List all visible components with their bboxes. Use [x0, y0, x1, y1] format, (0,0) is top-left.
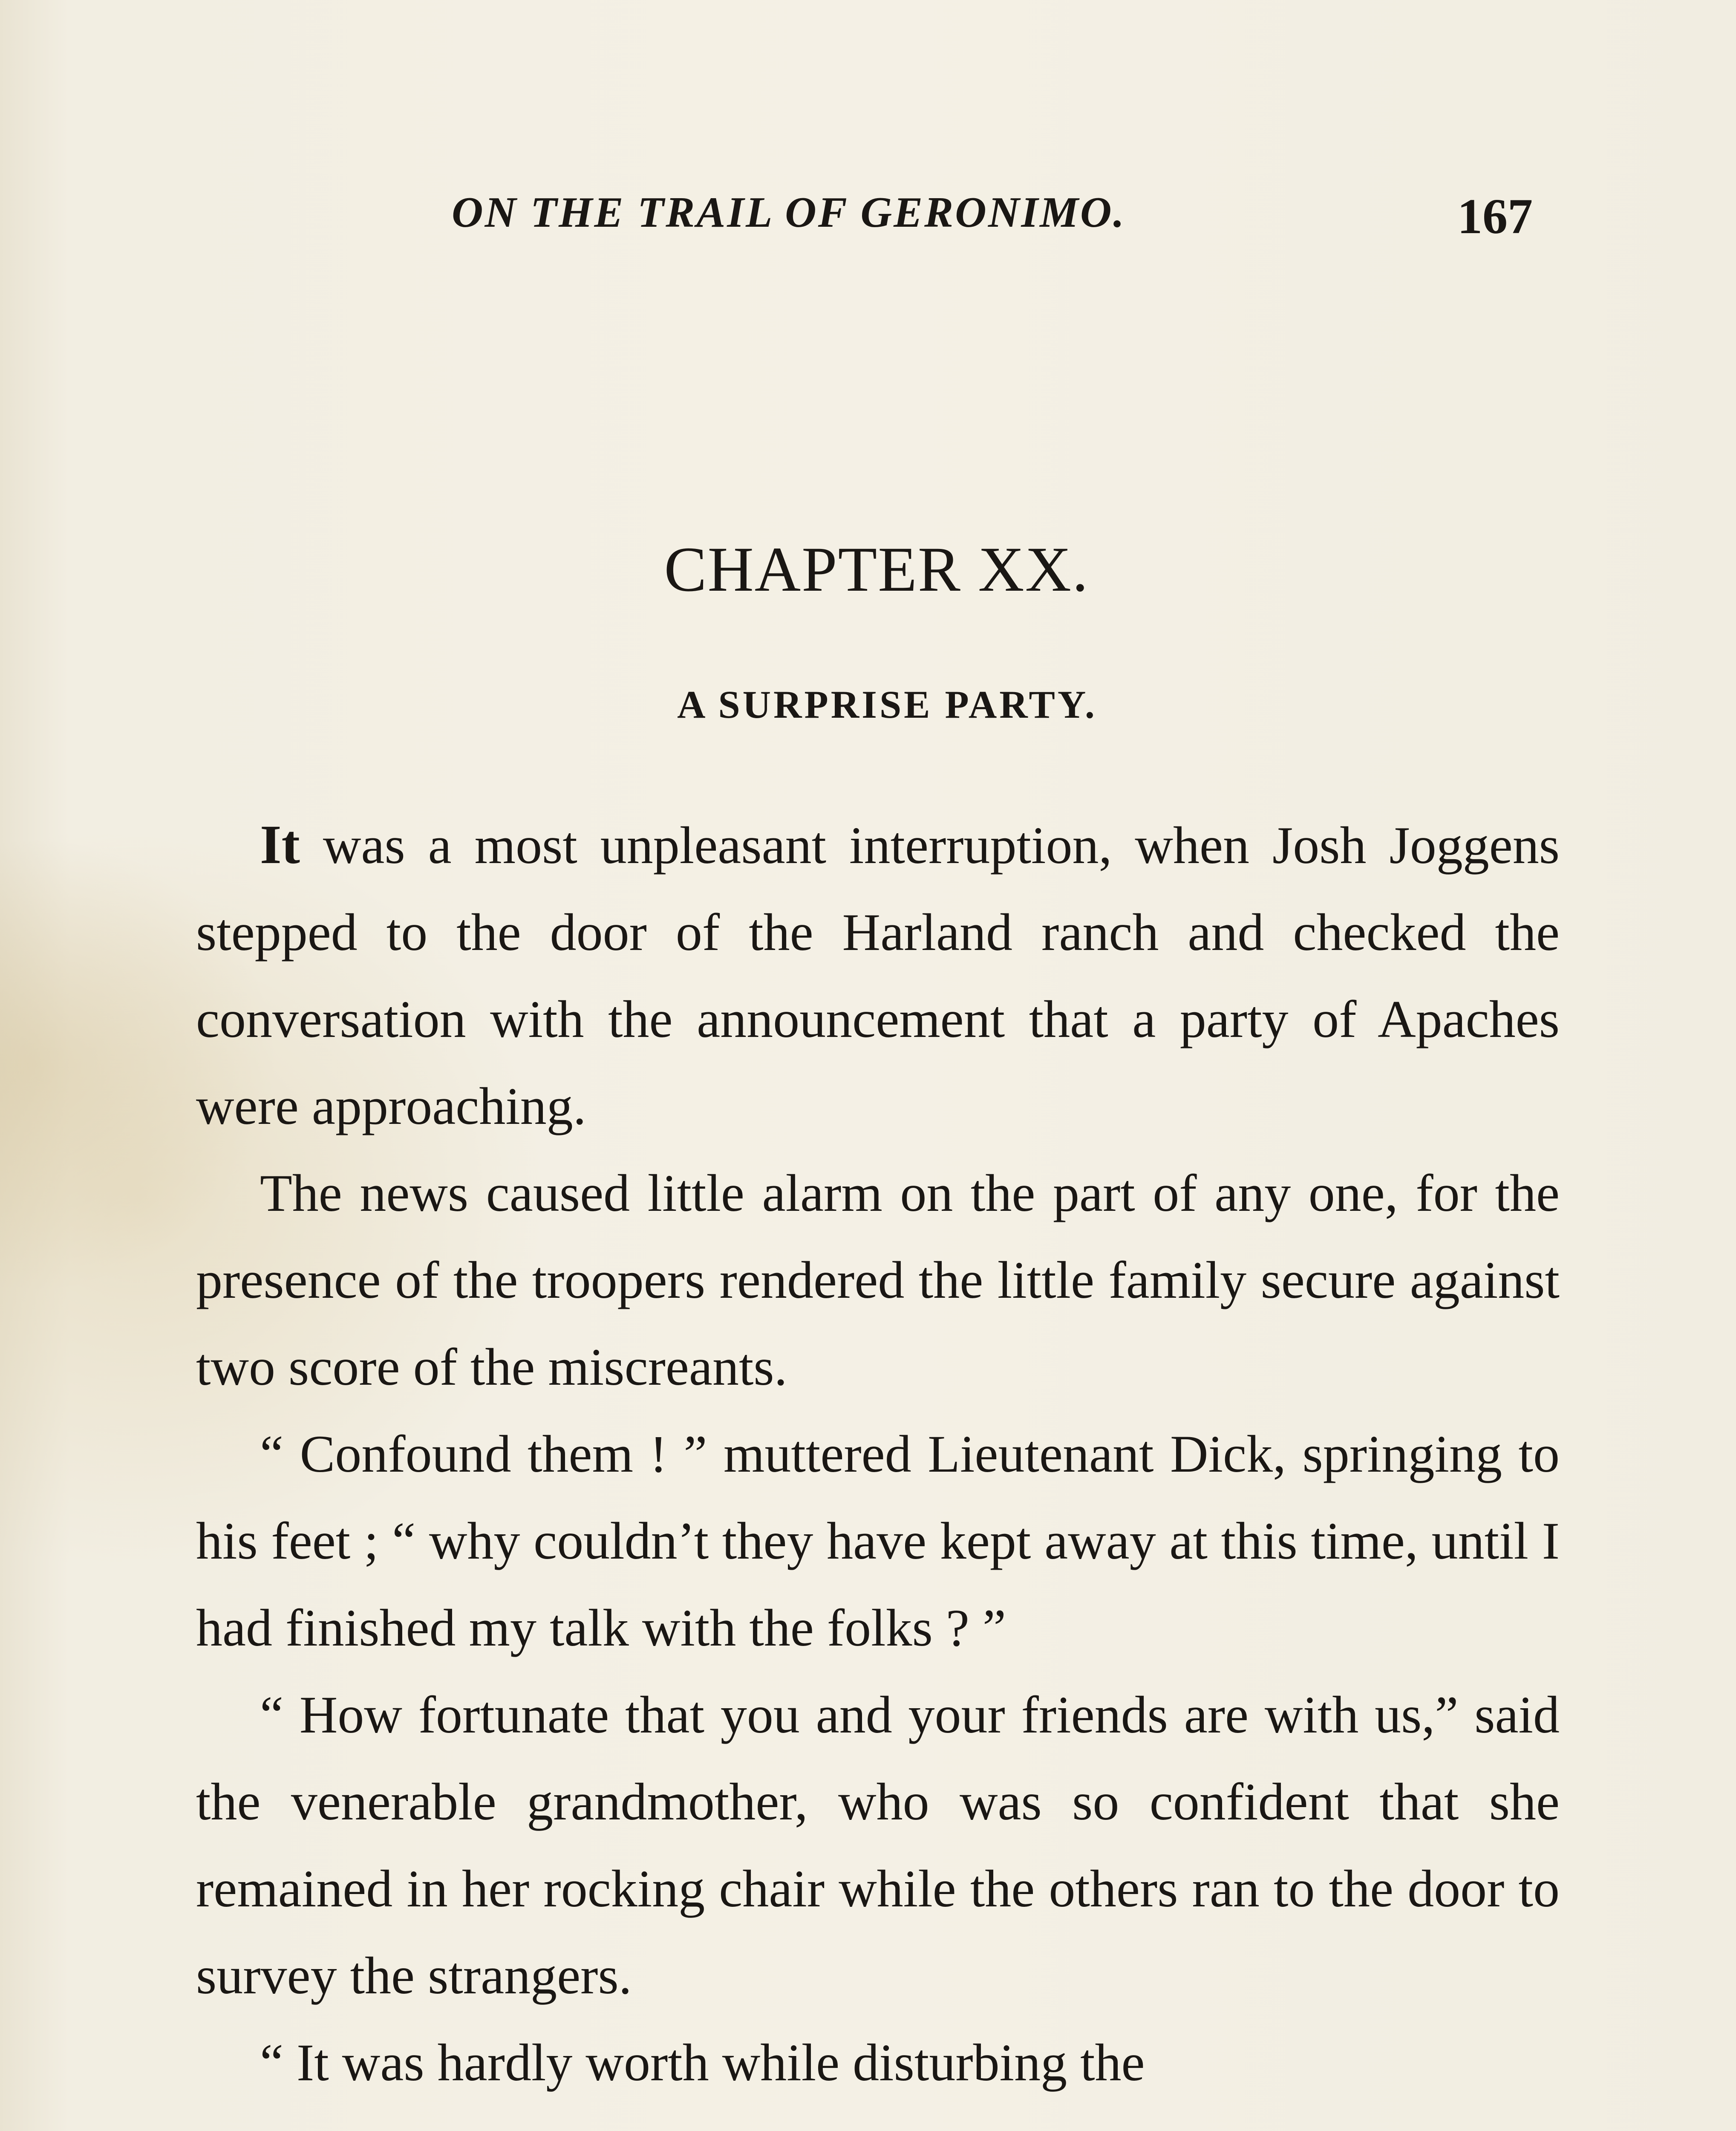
running-head: ON THE TRAIL OF GERONIMO. [452, 188, 1126, 237]
body-text [196, 801, 1560, 2106]
chapter-title: CHAPTER XX. [664, 534, 1089, 605]
paragraph: “ It was hardly worth while disturbing the [260, 2033, 1145, 2092]
paragraph [196, 801, 1560, 1150]
paragraph: “ Confound them ! ” muttered Lieutenant Dick, springing to his feet ; “ why couldn’t they have kept away at this time, until I had finished my talk with the folks ? ” [196, 1425, 1560, 1657]
paragraph: The news caused little alarm on the part of any one, for the presence of the troopers rendered the little family secure against two score of the miscreants. [196, 1164, 1560, 1396]
paragraph: “ How fortunate that you and your friends are with us,” said the venerable grandmother, who was so confident that she remained in her rocking chair while the others ran to the door to survey the strangers. [196, 1686, 1560, 2005]
chapter-subtitle: A SURPRISE PARTY. [677, 683, 1097, 726]
drop-word: It [260, 814, 300, 875]
page-number: 167 [1457, 188, 1533, 244]
paragraph-text: was a most unpleasant interruption, when Josh Joggens stepped to the door of the Harland ranch and checked the conversation with the announcement that a party of Apaches were approaching. [196, 816, 1560, 1135]
